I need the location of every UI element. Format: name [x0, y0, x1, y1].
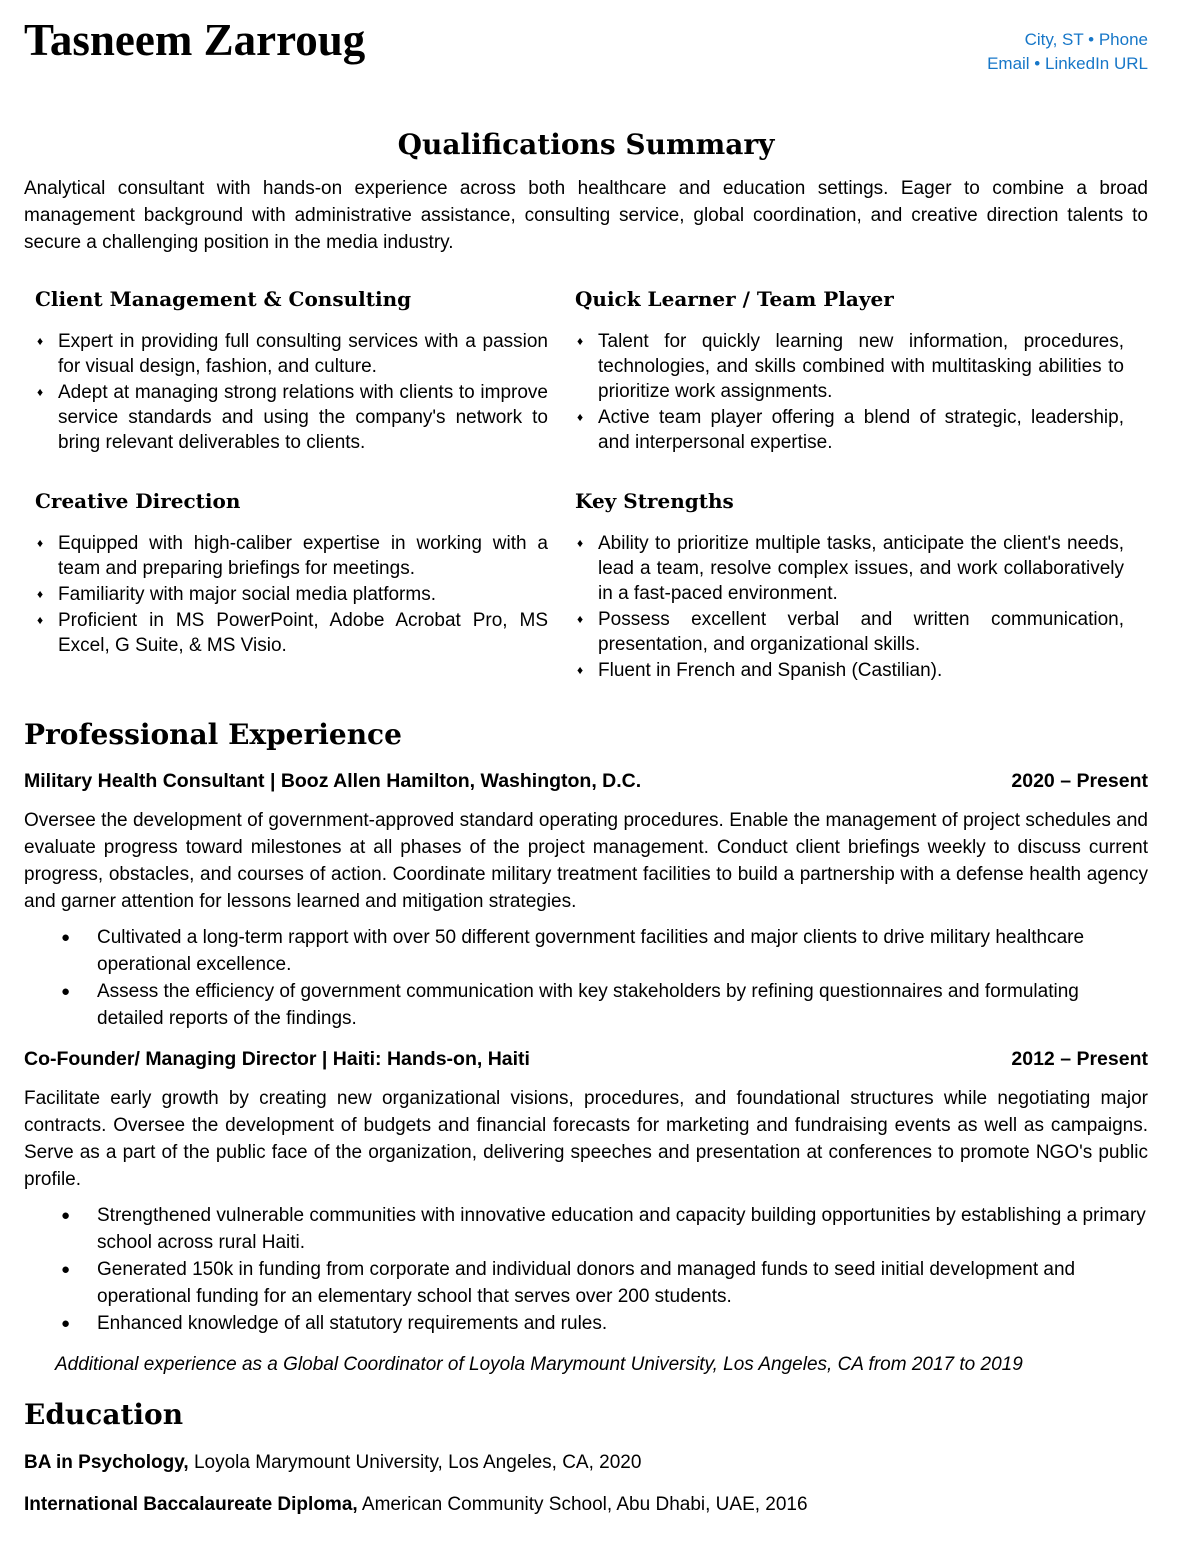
job-entry-haiti-hands-on	[24, 1046, 1148, 1337]
additional-experience-note: Additional experience as a Global Coordinator of Loyola Marymount University, Los Angeles, CA from 2017 to 2019	[55, 1354, 1023, 1375]
skill-item	[575, 658, 1124, 683]
job-heading-row	[24, 768, 1148, 794]
contact-block	[987, 12, 1148, 76]
diamond-bullet-icon: ♦	[577, 410, 584, 424]
skills-columns	[24, 286, 1148, 683]
skill-group-heading: Key Strengths	[575, 489, 734, 513]
job-bullet-text: Strengthened vulnerable communities with innovative education and capacity building opportunities by establishing a primary school across rural Haiti.	[97, 1205, 1146, 1253]
skill-item	[35, 582, 548, 607]
job-description: Oversee the development of government-approved standard operating procedures. Enable the management of project schedules and evaluate progress toward milestones at all phases of the project management. Conduct client briefings weekly to discuss current progress, obstacles, and courses of action. Coordinate military treatment facilities to build a partnership with a defense health agency and garner attention for lessons learned and mitigation strategies.	[24, 810, 1148, 912]
job-description: Facilitate early growth by creating new organizational visions, procedures, and foundational structures while negotiating major contracts. Oversee the development of budgets and financial forecasts for marketing and fundraising events as well as campaigns. Serve as a part of the public face of the organization, delivering speeches and presentation at conferences to promote NGO's public profile.	[24, 1088, 1148, 1190]
job-bullet-list	[24, 1202, 1148, 1337]
diamond-bullet-icon: ♦	[577, 663, 584, 677]
contact-city-phone-link[interactable]: City, ST • Phone	[1024, 30, 1148, 49]
skill-group-heading: Quick Learner / Team Player	[575, 287, 894, 311]
diamond-bullet-icon: ♦	[37, 613, 44, 627]
qualifications-summary-title: Qualifications Summary	[397, 128, 775, 161]
contact-email-linkedin-link[interactable]: Email • LinkedIn URL	[987, 54, 1148, 73]
education-item-ba-psychology	[24, 1450, 1148, 1476]
job-bullet	[24, 924, 1148, 978]
diamond-bullet-icon: ♦	[577, 536, 584, 550]
diamond-bullet-icon: ♦	[37, 587, 44, 601]
job-title: Co-Founder/ Managing Director | Haiti: Hands-on, Haiti	[24, 1048, 530, 1070]
skill-item	[575, 405, 1124, 455]
skill-item-text: Familiarity with major social media platforms.	[58, 584, 436, 605]
job-bullet-text: Enhanced knowledge of all statutory requirements and rules.	[97, 1313, 608, 1334]
round-bullet-icon: ●	[61, 1207, 71, 1224]
degree-name: BA in Psychology,	[24, 1452, 189, 1473]
job-title: Military Health Consultant | Booz Allen Hamilton, Washington, D.C.	[24, 770, 642, 792]
education-item-ib-diploma	[24, 1492, 1148, 1518]
job-bullet-text: Assess the efficiency of government communication with key stakeholders by refining questionnaires and formulating detailed reports of the findings.	[97, 981, 1079, 1029]
professional-experience-title: Professional Experience	[24, 718, 402, 751]
resume-page	[24, 12, 1148, 1518]
skill-group-key-strengths	[575, 488, 1124, 683]
skill-item-text: Possess excellent verbal and written communication, presentation, and organizational skills.	[598, 609, 1124, 655]
summary-paragraph: Analytical consultant with hands-on experience across both healthcare and education settings. Eager to combine a broad management background with administrative assistance, consulting service, global coordination, and creative direction talents to secure a challenging position in the media industry.	[24, 178, 1148, 253]
job-bullet	[24, 1202, 1148, 1256]
degree-details: American Community School, Abu Dhabi, UAE, 2016	[357, 1494, 808, 1515]
job-bullet	[24, 1256, 1148, 1310]
skill-item-text: Adept at managing strong relations with clients to improve service standards and using the company's network to bring relevant deliverables to clients.	[58, 382, 548, 453]
skill-item-text: Ability to prioritize multiple tasks, anticipate the client's needs, lead a team, resolve complex issues, and work collaboratively in a fast-paced environment.	[598, 533, 1124, 604]
round-bullet-icon: ●	[61, 983, 71, 1000]
job-bullet-text: Cultivated a long-term rapport with over 50 different government facilities and major clients to drive military healthcare operational excellence.	[97, 927, 1085, 975]
skill-item	[575, 329, 1124, 404]
skill-item-text: Fluent in French and Spanish (Castilian).	[598, 660, 943, 681]
skill-item-text: Expert in providing full consulting services with a passion for visual design, fashion, and culture.	[58, 331, 548, 377]
skill-list	[35, 531, 548, 658]
diamond-bullet-icon: ♦	[37, 334, 44, 348]
job-heading-row	[24, 1046, 1148, 1072]
resume-header	[24, 12, 1148, 76]
skill-list	[575, 329, 1124, 455]
diamond-bullet-icon: ♦	[577, 334, 584, 348]
job-dates: 2020 – Present	[1011, 770, 1148, 792]
job-bullet-text: Generated 150k in funding from corporate and individual donors and managed funds to seed initial development and operational funding for an elementary school that serves over 200 students.	[97, 1259, 1076, 1307]
skill-item	[575, 607, 1124, 657]
job-dates: 2012 – Present	[1011, 1048, 1148, 1070]
degree-details: Loyola Marymount University, Los Angeles, CA, 2020	[188, 1452, 642, 1473]
skills-column-left	[35, 286, 548, 683]
skill-list	[35, 329, 548, 455]
job-entry-booz-allen	[24, 768, 1148, 1032]
skill-item	[575, 531, 1124, 606]
diamond-bullet-icon: ♦	[37, 536, 44, 550]
skill-item-text: Proficient in MS PowerPoint, Adobe Acrobat Pro, MS Excel, G Suite, & MS Visio.	[58, 610, 548, 656]
candidate-name: Tasneem Zarroug	[24, 15, 366, 65]
skill-group-creative-direction	[35, 488, 548, 658]
skill-item	[35, 531, 548, 581]
skill-item	[35, 380, 548, 455]
skill-item-text: Talent for quickly learning new information, procedures, technologies, and skills combined with multitasking abilities to prioritize work assignments.	[598, 331, 1124, 402]
job-bullet	[24, 1310, 1148, 1337]
skill-item-text: Equipped with high-caliber expertise in working with a team and preparing briefings for meetings.	[58, 533, 548, 579]
skill-list	[575, 531, 1124, 683]
skill-group-heading: Creative Direction	[35, 489, 241, 513]
job-bullet	[24, 978, 1148, 1032]
diamond-bullet-icon: ♦	[37, 385, 44, 399]
skill-item	[35, 329, 548, 379]
skill-group-client-management	[35, 286, 548, 455]
round-bullet-icon: ●	[61, 929, 71, 946]
skills-column-right	[575, 286, 1124, 683]
round-bullet-icon: ●	[61, 1315, 71, 1332]
education-title: Education	[24, 1398, 184, 1431]
round-bullet-icon: ●	[61, 1261, 71, 1278]
skill-item	[35, 608, 548, 658]
skill-group-quick-learner	[575, 286, 1124, 455]
skill-group-heading: Client Management & Consulting	[35, 287, 412, 311]
job-bullet-list	[24, 924, 1148, 1032]
skill-item-text: Active team player offering a blend of strategic, leadership, and interpersonal expertise.	[598, 407, 1124, 453]
diamond-bullet-icon: ♦	[577, 612, 584, 626]
degree-name: International Baccalaureate Diploma,	[24, 1494, 358, 1515]
